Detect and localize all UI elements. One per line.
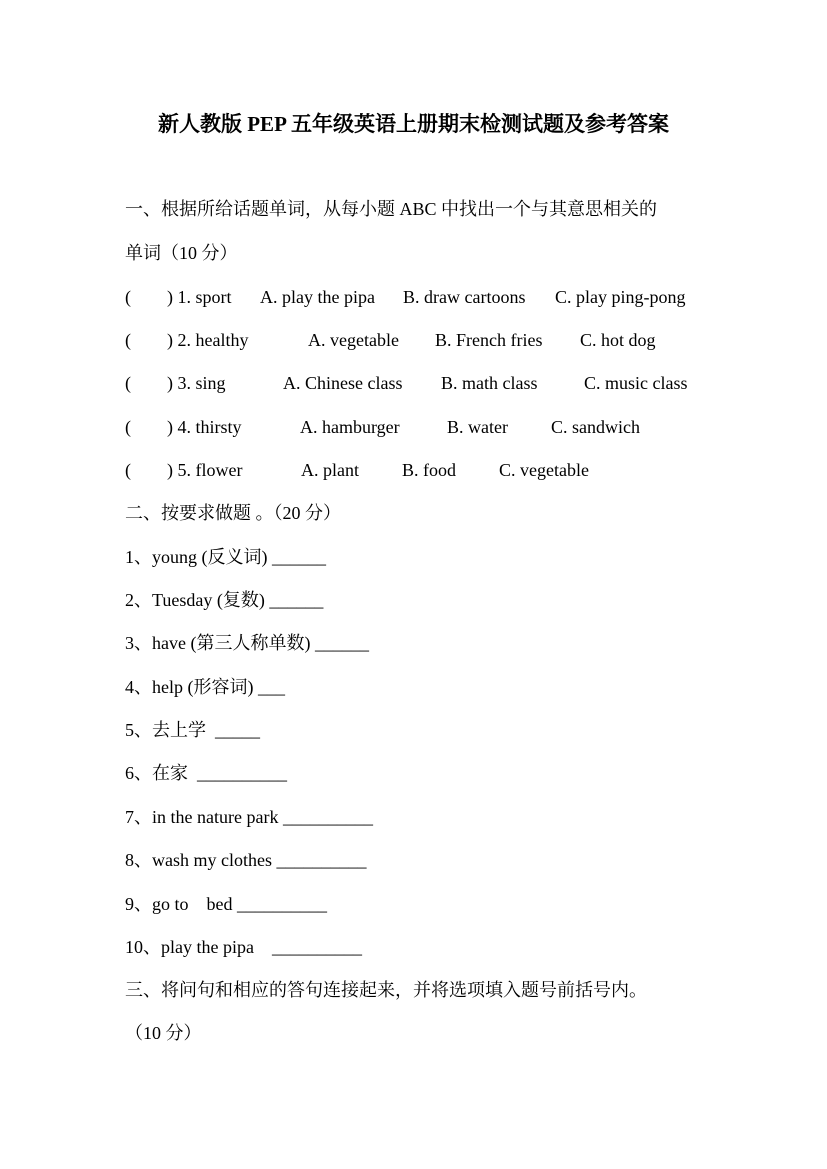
question-stem: ( ) 4. thirsty xyxy=(125,417,242,437)
section1-heading: 一、根据所给话题单词，从每小题 ABC 中找出一个与其意思相关的 xyxy=(125,199,658,219)
option-c: C. hot dog xyxy=(580,330,656,350)
exercise-item: 8、wash my clothes __________ xyxy=(125,850,367,870)
exercise-item: 1、young (反义词) ______ xyxy=(125,547,326,567)
option-b: B. French fries xyxy=(435,330,543,350)
question-stem: ( ) 1. sport xyxy=(125,287,232,307)
option-a: A. vegetable xyxy=(308,330,399,350)
option-a: A. play the pipa xyxy=(260,287,375,307)
section2-heading: 二、按要求做题 。（20 分） xyxy=(125,503,341,523)
exercise-item: 3、have (第三人称单数) ______ xyxy=(125,633,369,653)
question-stem: ( ) 5. flower xyxy=(125,460,243,480)
section3-heading-cont: （10 分） xyxy=(125,1023,202,1043)
exercise-item: 7、in the nature park __________ xyxy=(125,807,373,827)
section1-heading-cont: 单词（10 分） xyxy=(125,243,238,263)
option-a: A. hamburger xyxy=(300,417,400,437)
question-stem: ( ) 3. sing xyxy=(125,373,226,393)
exercise-item: 2、Tuesday (复数) ______ xyxy=(125,590,324,610)
document-title: 新人教版 PEP 五年级英语上册期末检测试题及参考答案 xyxy=(157,112,669,136)
option-a: A. Chinese class xyxy=(283,373,403,393)
exercise-item: 5、去上学 _____ xyxy=(125,720,260,740)
option-b: B. math class xyxy=(441,373,538,393)
exercise-item: 9、go to bed __________ xyxy=(125,894,327,914)
option-b: B. draw cartoons xyxy=(403,287,526,307)
exercise-item: 4、help (形容词) ___ xyxy=(125,677,285,697)
exercise-item: 6、在家 __________ xyxy=(125,763,287,783)
option-c: C. play ping-pong xyxy=(555,287,686,307)
exercise-item: 10、play the pipa __________ xyxy=(125,937,362,957)
option-c: C. sandwich xyxy=(551,417,640,437)
option-b: B. water xyxy=(447,417,508,437)
option-c: C. music class xyxy=(584,373,688,393)
option-b: B. food xyxy=(402,460,456,480)
section3-heading: 三、将问句和相应的答句连接起来，并将选项填入题号前括号内。 xyxy=(125,980,647,1000)
option-a: A. plant xyxy=(301,460,359,480)
option-c: C. vegetable xyxy=(499,460,589,480)
question-stem: ( ) 2. healthy xyxy=(125,330,249,350)
